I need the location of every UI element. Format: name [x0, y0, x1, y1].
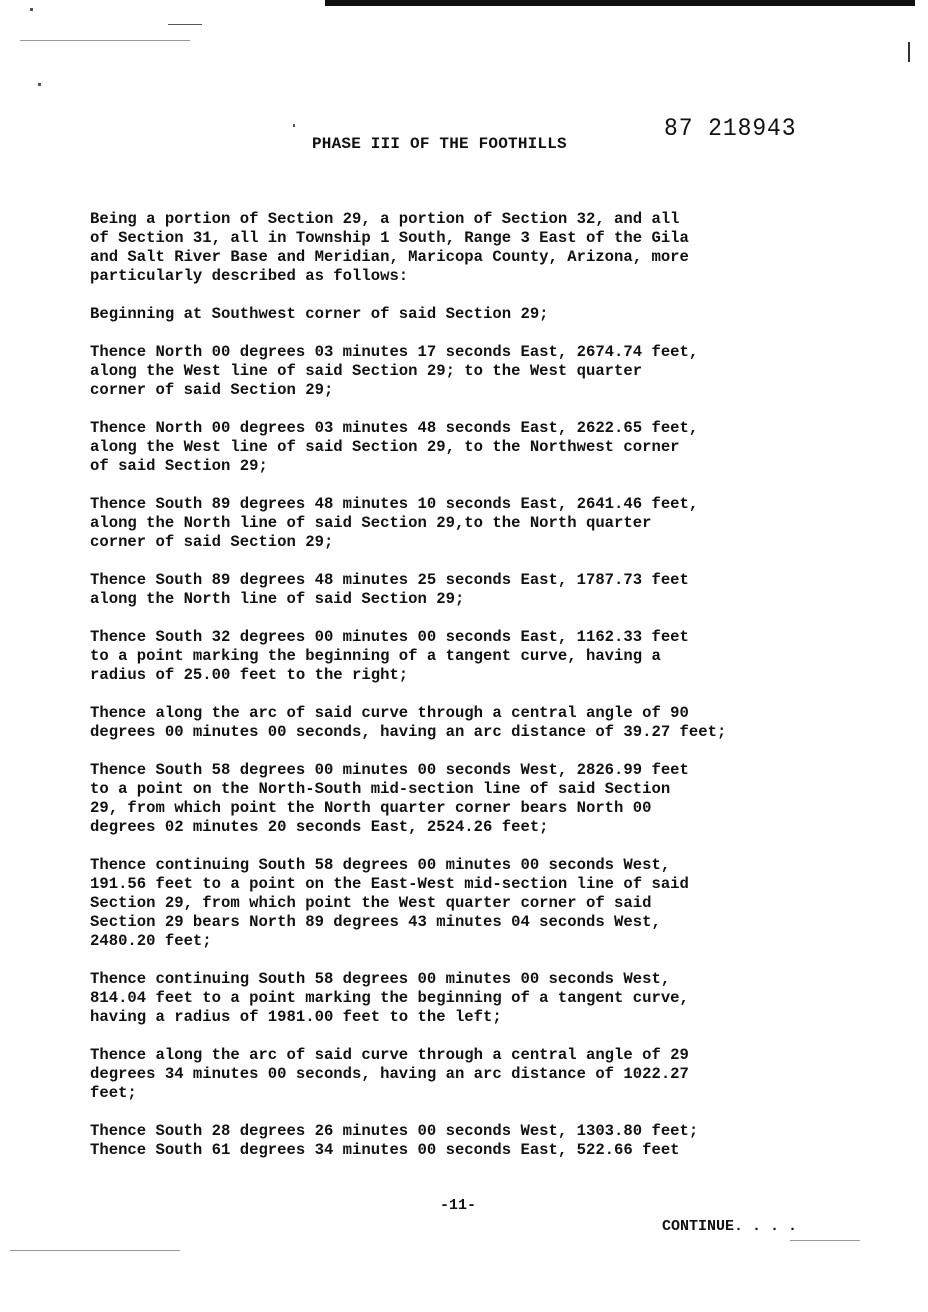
scan-speck: [10, 1250, 180, 1251]
paragraph: Thence South 58 degrees 00 minutes 00 seconds West, 2826.99 feet to a point on the North-South mid-section line of said Section 29, from which point the North quarter corner bears North 00 degrees 02 minutes 20 seconds East, 2524.26 feet;: [90, 761, 689, 836]
paragraph: Thence continuing South 58 degrees 00 minutes 00 seconds West, 814.04 feet to a point marking the beginning of a tangent curve, having a radius of 1981.00 feet to the left;: [90, 970, 689, 1026]
paragraph: Thence South 28 degrees 26 minutes 00 seconds West, 1303.80 feet; Thence South 61 degrees 34 minutes 00 seconds East, 522.66 feet: [90, 1122, 699, 1159]
paragraph: Beginning at Southwest corner of said Section 29;: [90, 305, 549, 323]
paragraph: Thence North 00 degrees 03 minutes 17 seconds East, 2674.74 feet, along the West line of said Section 29; to the West quarter corner of said Section 29;: [90, 343, 699, 399]
scan-speck: [168, 24, 202, 25]
record-number: 87 218943: [664, 114, 797, 143]
scan-speck: [790, 1240, 860, 1241]
paragraph: Thence South 89 degrees 48 minutes 10 seconds East, 2641.46 feet, along the North line of said Section 29,to the North quarter corner of said Section 29;: [90, 495, 699, 551]
document-title: PHASE III OF THE FOOTHILLS: [312, 135, 567, 153]
scan-speck: [30, 8, 33, 11]
paragraph: Being a portion of Section 29, a portion of Section 32, and all of Section 31, all in Township 1 South, Range 3 East of the Gila and Salt River Base and Meridian, Maricopa County, Arizona, more particularly described as follows:: [90, 210, 689, 285]
page-number: -11-: [440, 1197, 477, 1214]
paragraph: Thence continuing South 58 degrees 00 minutes 00 seconds West, 191.56 feet to a point on the East-West mid-section line of said Section 29, from which point the West quarter corner of said Section 29 bears North 89 degrees 43 minutes 04 seconds West, 2480.20 feet;: [90, 856, 689, 950]
paragraph: Thence along the arc of said curve through a central angle of 29 degrees 34 minutes 00 seconds, having an arc distance of 1022.27 feet;: [90, 1046, 689, 1102]
paragraph: Thence North 00 degrees 03 minutes 48 seconds East, 2622.65 feet, along the West line of said Section 29, to the Northwest corner of said Section 29;: [90, 419, 699, 475]
scan-top-edge-bar: [325, 0, 915, 6]
scan-speck: [293, 124, 295, 127]
paragraph: Thence along the arc of said curve through a central angle of 90 degrees 00 minutes 00 seconds, having an arc distance of 39.27 feet;: [90, 704, 727, 741]
paragraph: Thence South 32 degrees 00 minutes 00 seconds East, 1162.33 feet to a point marking the beginning of a tangent curve, having a radius of 25.00 feet to the right;: [90, 628, 689, 684]
legal-description: [90, 210, 830, 1179]
continue-label: CONTINUE. . . .: [662, 1218, 798, 1235]
scan-margin-mark: [908, 42, 910, 62]
paragraph: Thence South 89 degrees 48 minutes 25 seconds East, 1787.73 feet along the North line of said Section 29;: [90, 571, 689, 608]
scan-speck: [38, 83, 41, 86]
scan-speck: [20, 40, 190, 41]
